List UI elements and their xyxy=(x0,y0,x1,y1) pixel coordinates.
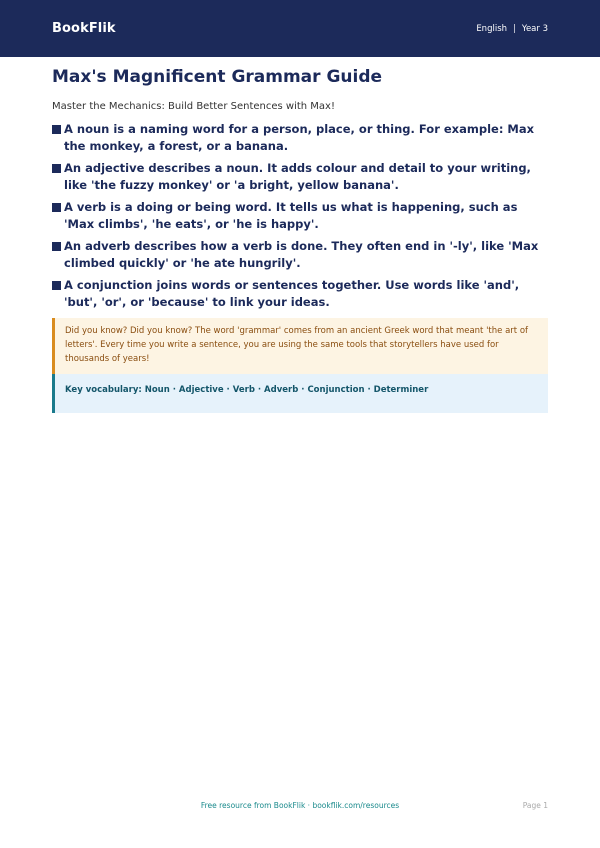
footer-link[interactable]: Free resource from BookFlik · bookflik.com/resources xyxy=(200,801,400,810)
callout-text: Did you know? Did you know? The word 'grammar' comes from an ancient Greek word that meant 'the art of letters'. Every time you write a sentence, you are using the same tools that storytellers have used for thousands of years! xyxy=(65,326,529,364)
square-bullet-icon xyxy=(52,242,61,251)
key-points-list xyxy=(52,121,548,311)
main-content xyxy=(0,57,600,413)
year-label: Year 3 xyxy=(521,23,548,34)
square-bullet-icon xyxy=(52,164,61,173)
header-meta xyxy=(476,24,548,34)
point-text: An adjective describes a noun. It adds colour and detail to your writing, like 'the fuzzy monkey' or 'a bright, yellow banana'. xyxy=(64,161,531,192)
subject-label: English xyxy=(476,23,508,34)
page-number: Page 1 xyxy=(522,801,548,810)
list-item xyxy=(52,238,548,272)
list-item xyxy=(52,160,548,194)
point-text: A noun is a naming word for a person, place, or thing. For example: Max the monkey, a forest, or a banana. xyxy=(64,122,535,153)
list-item xyxy=(52,199,548,233)
point-text: An adverb describes how a verb is done. They often end in '-ly', like 'Max climbed quickly' or 'he ate hungrily'. xyxy=(64,239,539,270)
square-bullet-icon xyxy=(52,125,61,134)
did-you-know-callout xyxy=(52,318,548,374)
list-item xyxy=(52,277,548,311)
key-vocabulary-box xyxy=(52,374,548,413)
page-subtitle: Master the Mechanics: Build Better Sentences with Max! xyxy=(52,101,335,112)
list-item xyxy=(52,121,548,155)
point-text: A conjunction joins words or sentences together. Use words like 'and', 'but', 'or', or 'because' to link your ideas. xyxy=(64,278,520,309)
footer xyxy=(52,801,548,815)
header-bar xyxy=(0,0,600,57)
brand-logo[interactable]: BookFlik xyxy=(52,21,116,36)
meta-separator: | xyxy=(513,23,516,34)
vocab-text: Key vocabulary: Noun · Adjective · Verb · Adverb · Conjunction · Determiner xyxy=(65,385,429,395)
page-title: Max's Magnificent Grammar Guide xyxy=(52,67,383,87)
square-bullet-icon xyxy=(52,281,61,290)
square-bullet-icon xyxy=(52,203,61,212)
point-text: A verb is a doing or being word. It tells us what is happening, such as 'Max climbs', 'he eats', or 'he is happy'. xyxy=(64,200,518,231)
